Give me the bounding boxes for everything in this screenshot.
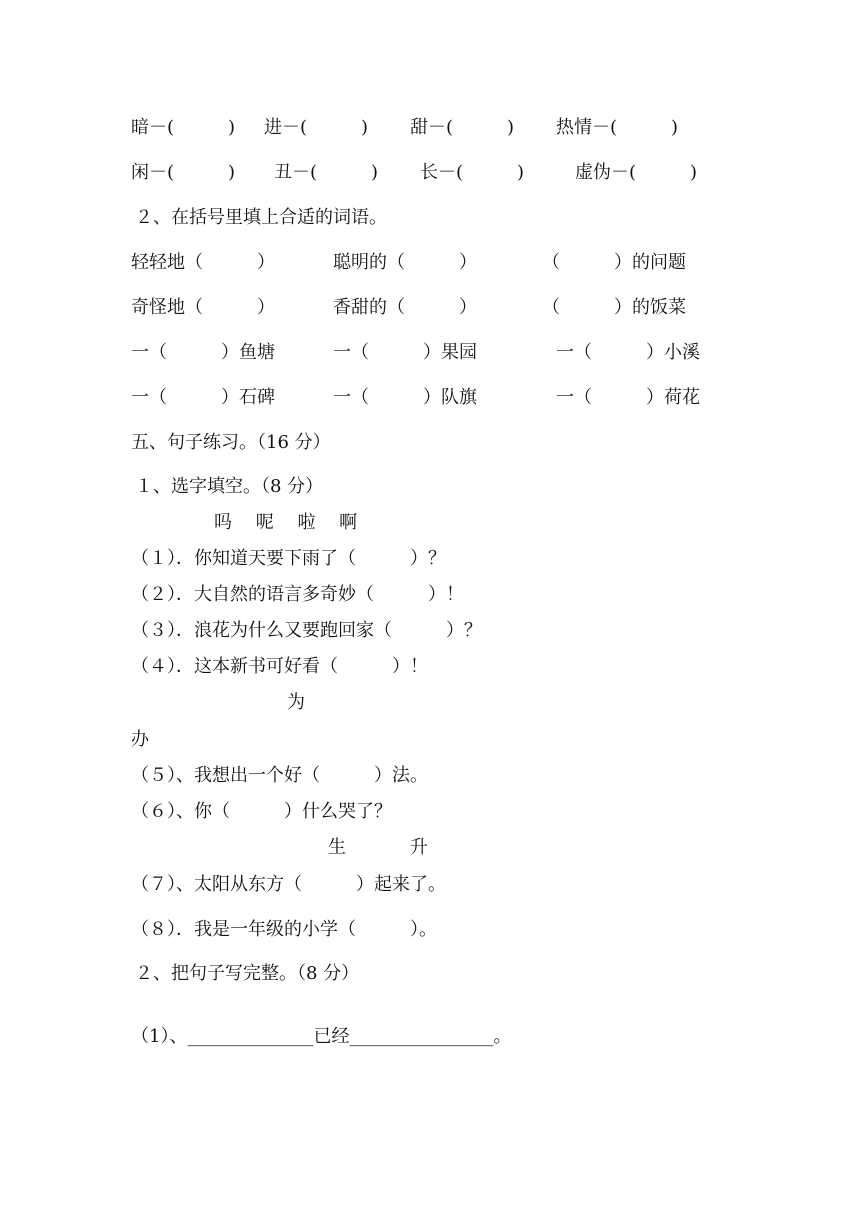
fill-item: 一（ ）果园 bbox=[333, 342, 477, 363]
fill-item: 一（ ）荷花 bbox=[556, 387, 700, 408]
fill-item: 一（ ）小溪 bbox=[556, 342, 700, 363]
q2-heading: ２、把句子写完整。（8 分） bbox=[135, 963, 360, 984]
sentence-1: （１）．你知道天要下雨了（ ）？ bbox=[131, 548, 446, 569]
fill-item: 香甜的（ ） bbox=[333, 297, 477, 318]
fill-item: 聪明的（ ） bbox=[333, 252, 477, 273]
sentence-2: （２）．大自然的语言多奇妙（ ）！ bbox=[131, 584, 464, 605]
choice-word-ban: 办 bbox=[131, 729, 149, 750]
sentence-4: （４）．这本新书可好看（ ）！ bbox=[131, 656, 428, 677]
choice-word-sheng-rise: 升 bbox=[410, 837, 428, 858]
sentence-5: （５）、我想出一个好（ ）法。 bbox=[131, 765, 428, 786]
fill-item: 奇怪地（ ） bbox=[131, 297, 275, 318]
q2-blank-line-1: （1）、______________已经________________。 bbox=[131, 1026, 512, 1047]
fill-item: 一（ ）鱼塘 bbox=[131, 342, 275, 363]
antonym-item-xuwei: 虚伪－( ) bbox=[575, 162, 698, 183]
antonym-item-chang: 长－( ) bbox=[420, 162, 525, 183]
antonym-item-jin: 进－( ) bbox=[264, 117, 369, 138]
choice-word-sheng-life: 生 bbox=[328, 837, 346, 858]
antonym-item-chou: 丑－( ) bbox=[274, 162, 379, 183]
antonym-item-reqing: 热情－( ) bbox=[556, 117, 679, 138]
fill-item: （ ）的问题 bbox=[542, 252, 686, 273]
sentence-3: （３）．浪花为什么又要跑回家（ ）？ bbox=[131, 620, 482, 641]
antonym-item-tian: 甜－( ) bbox=[410, 117, 515, 138]
choice-words-particles: 吗 呢 啦 啊 bbox=[214, 512, 358, 533]
sentence-8: （８）．我是一年级的小学（ ）。 bbox=[131, 919, 437, 940]
antonym-item-an: 暗－( ) bbox=[131, 117, 236, 138]
fill-item: 一（ ）队旗 bbox=[333, 387, 477, 408]
sentence-7: （７）、太阳从东方（ ）起来了。 bbox=[131, 874, 446, 895]
fill-words-heading: ２、在括号里填上合适的词语。 bbox=[135, 207, 387, 228]
section-five-heading: 五、句子练习。（16 分） bbox=[131, 432, 331, 453]
choice-word-wei: 为 bbox=[287, 692, 305, 713]
fill-item: （ ）的饭菜 bbox=[542, 297, 686, 318]
antonym-item-xian: 闲－( ) bbox=[131, 162, 236, 183]
fill-item: 轻轻地（ ） bbox=[131, 252, 275, 273]
fill-item: 一（ ）石碑 bbox=[131, 387, 275, 408]
sentence-6: （６）、你（ ）什么哭了？ bbox=[131, 801, 392, 822]
q1-heading: １、选字填空。（8 分） bbox=[135, 476, 324, 497]
